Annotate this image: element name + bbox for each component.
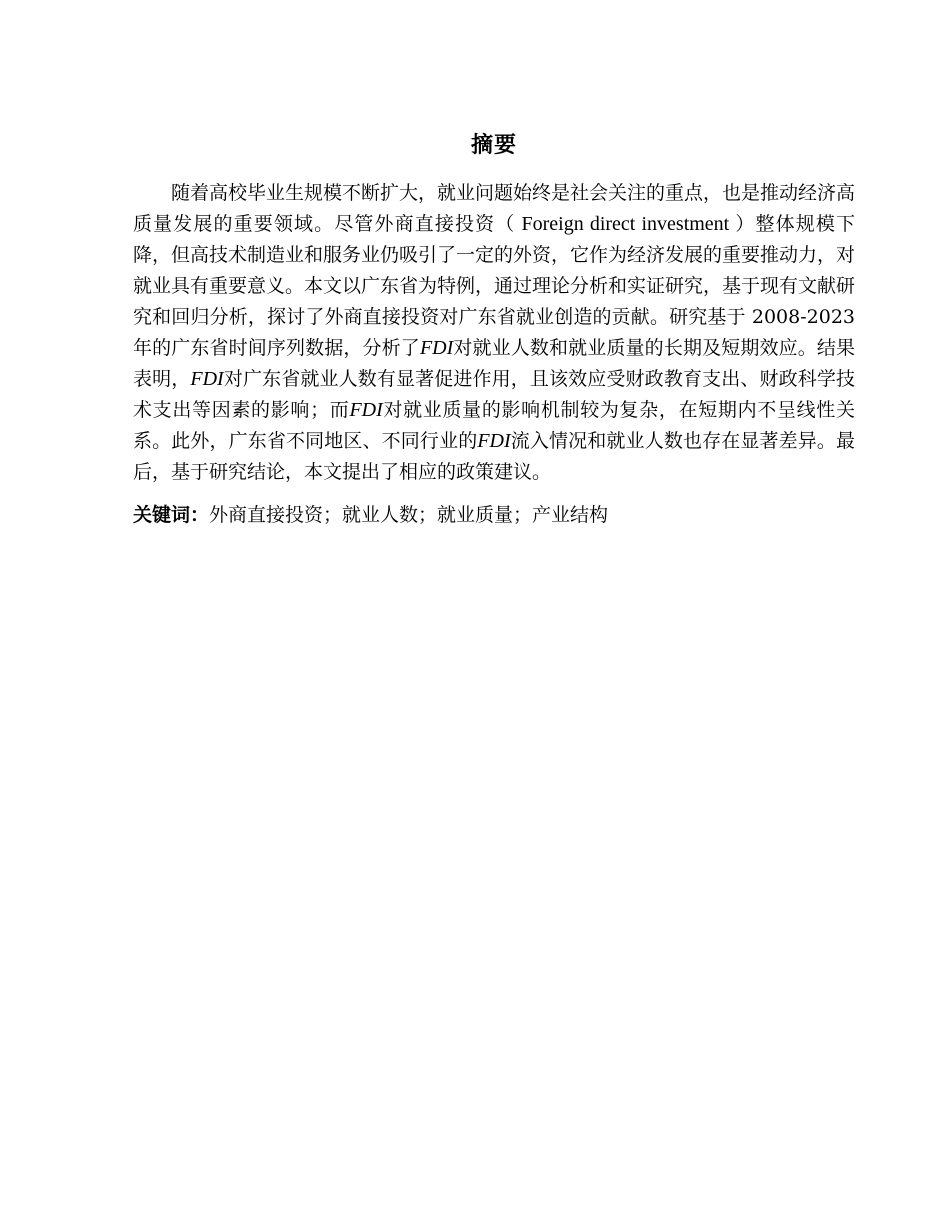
abstract-text-part-1: 随着高校毕业生规模不断扩大，就业问题始终是社会关注的重点，也是推动经济高质量发展的重要领域。尽管外商直接投资（: [133, 182, 856, 235]
keywords-line: [133, 500, 855, 531]
abstract-text-part-4: 对广东省就业人数有显著促进作用，且该效应受财政教育支出、财政科学技术支出等因素的影响；而: [133, 368, 855, 421]
abstract-term-english: Foreign direct investment: [515, 213, 736, 235]
keywords-list: 外商直接投资；就业人数；就业质量；产业结构: [209, 504, 609, 526]
keywords-label: 关键词：: [133, 504, 210, 526]
fdi-term: FDI: [477, 430, 511, 452]
abstract-title: 摘要: [470, 133, 517, 158]
abstract-text-part-6: 流入情况和就业人数也存在显著差异。最后，基于研究结论，本文提出了相应的政策建议。: [133, 430, 855, 483]
abstract-paragraph: [133, 178, 855, 488]
abstract-section: [133, 128, 855, 531]
fdi-term: FDI: [190, 368, 224, 390]
abstract-text-part-5: 对就业质量的影响机制较为复杂，在短期内不呈线性关系。此外，广东省不同地区、不同行业的: [133, 399, 855, 452]
abstract-text-part-2: ）整体规模下降，但高技术制造业和服务业仍吸引了一定的外资，它作为经济发展的重要推动力，对就业具有重要意义。本文以广东省为特例，通过理论分析和实证研究，基于现有文献研究和回归分析，探讨了外商直接投资对广东省就业创造的贡献。研究基于 2008-2023 年的广东省时间序列数据，分析了: [133, 213, 856, 359]
fdi-term: FDI: [349, 399, 383, 421]
fdi-term: FDI: [419, 337, 454, 359]
abstract-text-part-3: 对就业人数和就业质量的长期及短期效应。结果表明，: [133, 337, 855, 390]
